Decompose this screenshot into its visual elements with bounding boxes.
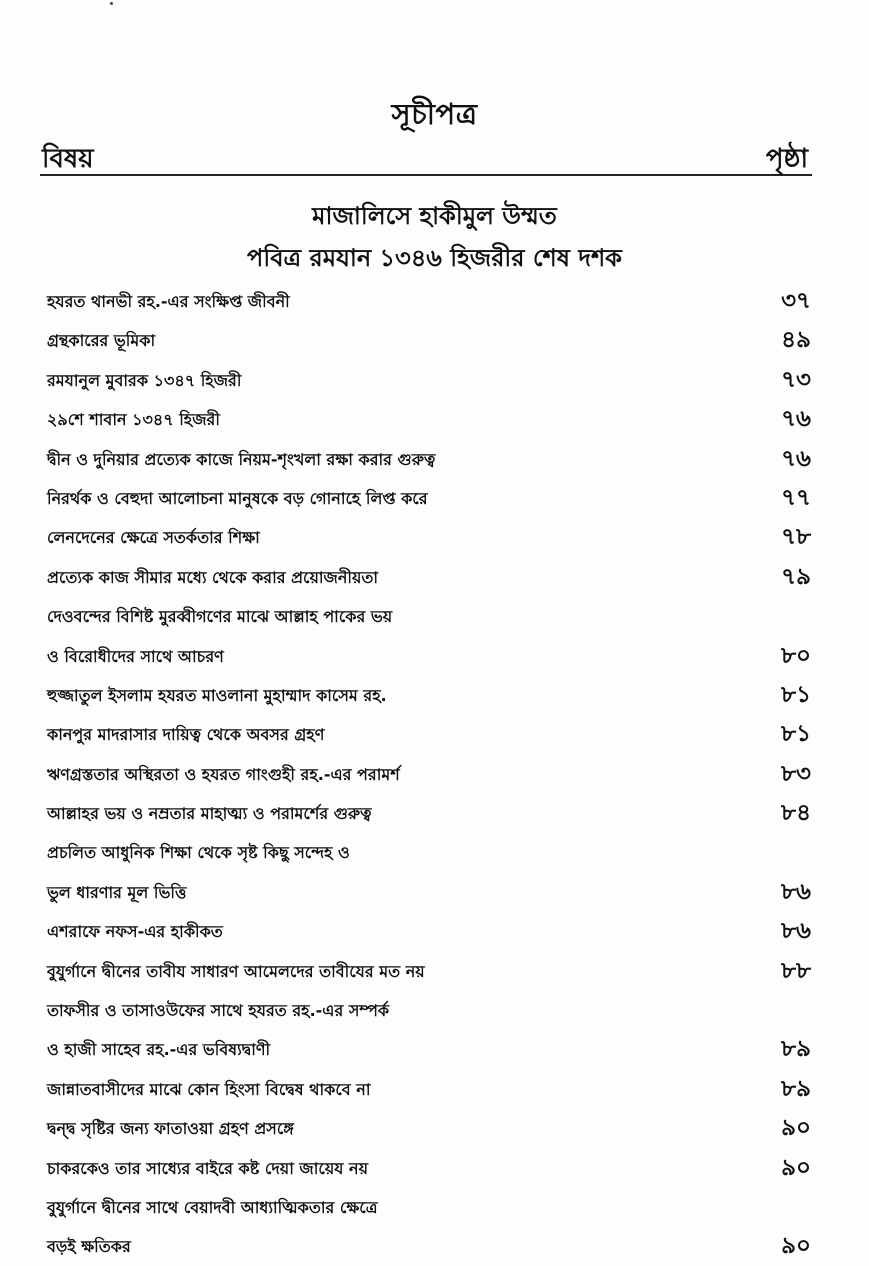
toc-entry-title-line: দ্বীন ও দুনিয়ার প্রত্যেক কাজে নিয়ম-শৃংখলা রক্ষা করার গুরুত্ব bbox=[47, 449, 436, 469]
print-speck bbox=[110, 2, 113, 5]
toc-entry bbox=[47, 518, 815, 557]
toc-entry bbox=[47, 597, 815, 676]
toc-entry bbox=[47, 1070, 815, 1109]
toc-entry bbox=[47, 755, 815, 794]
page-column-label: পৃষ্ঠা bbox=[765, 144, 808, 174]
toc-entry bbox=[47, 991, 815, 1070]
toc-entry-title-line: ও বিরোধীদের সাথে আচরণ bbox=[47, 646, 224, 666]
toc-entry-title-line: চাকরকেও তার সাধ্যের বাইরে কষ্ট দেয়া জায়েয নয় bbox=[47, 1158, 369, 1178]
toc-entry-page-number: ৭৯ bbox=[781, 563, 811, 590]
toc-entry bbox=[47, 361, 815, 400]
toc-entry-page-number: ৩৭ bbox=[781, 288, 811, 314]
toc-entry bbox=[47, 1109, 815, 1148]
toc-entry bbox=[47, 833, 815, 912]
toc-entry-page-number: ৪৯ bbox=[781, 327, 811, 354]
toc-entry-title-line: হুজ্জাতুল ইসলাম হযরত মাওলানা মুহাম্মাদ কাসেম রহ. bbox=[47, 685, 387, 705]
toc-entry bbox=[47, 558, 815, 597]
toc-entry-page-number: ৭৬ bbox=[781, 445, 811, 472]
toc-entry bbox=[47, 440, 815, 479]
toc-entry-title-line: গ্রন্থকারের ভূমিকা bbox=[47, 331, 156, 351]
toc-entry bbox=[47, 676, 815, 715]
toc-entry-title-line: দেওবন্দের বিশিষ্ট মুরব্বীগণের মাঝে আল্লাহ পাকের ভয় bbox=[47, 607, 393, 627]
toc-entry-page-number: ৭৩ bbox=[781, 366, 811, 393]
toc-entry-title-line: ও হাজী সাহেব রহ.-এর ভবিষ্যদ্বাণী bbox=[47, 1040, 271, 1060]
toc-entry bbox=[47, 794, 815, 833]
toc-entry-page-number: ৯০ bbox=[781, 1115, 811, 1142]
toc-entry bbox=[47, 715, 815, 754]
toc-entry-title-line: ঋণগ্রস্ততার অস্থিরতা ও হযরত গাংগুহী রহ.-এর পরামর্শ bbox=[47, 764, 400, 784]
toc-entry-title-line: নিরর্থক ও বেহুদা আলোচনা মানুষকে বড় গোনাহে লিপ্ত করে bbox=[47, 488, 428, 508]
toc-entry-page-number: ৮৬ bbox=[781, 918, 811, 945]
toc-entry-page-number: ৮৯ bbox=[781, 1075, 811, 1102]
toc-entry-page-number: ৮৪ bbox=[781, 800, 811, 827]
toc-entry-title-line: ২৯শে শাবান ১৩৪৭ হিজরী bbox=[47, 410, 220, 430]
toc-entry bbox=[47, 912, 815, 951]
toc-entry-page-number: ৮৯ bbox=[781, 1036, 811, 1063]
toc-entry-title-line: লেনদেনের ক্ষেত্রে সতর্কতার শিক্ষা bbox=[47, 528, 260, 548]
toc-entry-title-line: বুযুর্গানে দ্বীনের তাবীয সাধারণ আমেলদের তাবীযের মত নয় bbox=[47, 961, 425, 981]
toc-entry bbox=[47, 321, 815, 360]
toc-entry-page-number: ৮০ bbox=[781, 642, 811, 669]
toc-entry bbox=[47, 479, 815, 518]
toc-entry-title-line: আল্লাহর ভয় ও নম্রতার মাহাত্ম্য ও পরামর্শের গুরুত্ব bbox=[47, 804, 372, 824]
toc-entry-page-number: ৭৭ bbox=[781, 484, 811, 511]
toc-entry bbox=[47, 952, 815, 991]
page-title: সূচীপত্র bbox=[391, 97, 478, 131]
toc-entry bbox=[47, 1188, 815, 1266]
toc-entry bbox=[47, 1149, 815, 1188]
table-of-contents bbox=[47, 282, 815, 1266]
toc-entry bbox=[47, 400, 815, 439]
toc-entry-title-line: হযরত থানভী রহ.-এর সংক্ষিপ্ত জীবনী bbox=[47, 292, 290, 311]
toc-entry-page-number: ৯০ bbox=[781, 1154, 811, 1181]
toc-entry-page-number: ৭৬ bbox=[781, 406, 811, 433]
toc-entry-title-line: বড়ই ক্ষতিকর bbox=[47, 1237, 131, 1257]
toc-entry-title-line: প্রচলিত আধুনিক শিক্ষা থেকে সৃষ্ট কিছু সন্দেহ ও bbox=[47, 843, 350, 863]
toc-entry-title-line: জান্নাতবাসীদের মাঝে কোন হিংসা বিদ্বেষ থাকবে না bbox=[47, 1079, 371, 1099]
section-subheading: পবিত্র রমযান ১৩৪৬ হিজরীর শেষ দশক bbox=[247, 244, 622, 272]
toc-entry-title-line: ভুল ধারণার মূল ভিত্তি bbox=[47, 882, 187, 902]
toc-entry-title-line: প্রত্যেক কাজ সীমার মধ্যে থেকে করার প্রয়োজনীয়তা bbox=[47, 567, 379, 587]
toc-entry-page-number: ৮১ bbox=[781, 721, 811, 748]
toc-entry-page-number: ৮৮ bbox=[781, 957, 811, 984]
toc-entry-title-line: রমযানুল মুবারক ১৩৪৭ হিজরী bbox=[47, 370, 242, 390]
toc-entry-title-line: দ্বন্দ্ব সৃষ্টির জন্য ফাতাওয়া গ্রহণ প্রসঙ্গে bbox=[47, 1119, 294, 1139]
column-header-row bbox=[40, 138, 812, 176]
toc-entry-page-number: ৯০ bbox=[781, 1233, 811, 1260]
toc-entry-page-number: ৮৩ bbox=[781, 760, 811, 787]
section-heading: মাজালিসে হাকীমুল উম্মত bbox=[312, 202, 557, 230]
toc-entry-title-line: বুযুর্গানে দ্বীনের সাথে বেয়াদবী আধ্যাত্মিকতার ক্ষেত্রে bbox=[47, 1197, 378, 1217]
toc-entry bbox=[47, 282, 815, 321]
toc-entry-title-line: এশরাফে নফস-এর হাকীকত bbox=[47, 922, 223, 942]
toc-entry-page-number: ৭৮ bbox=[781, 524, 811, 551]
toc-entry-title-line: কানপুর মাদরাসার দায়িত্ব থেকে অবসর গ্রহণ bbox=[47, 725, 325, 745]
toc-entry-page-number: ৮১ bbox=[781, 681, 811, 708]
toc-entry-page-number: ৮৬ bbox=[781, 878, 811, 905]
toc-entry-title-line: তাফসীর ও তাসাওউফের সাথে হযরত রহ.-এর সম্পর্ক bbox=[47, 1001, 390, 1021]
subject-column-label: বিষয় bbox=[42, 144, 94, 174]
